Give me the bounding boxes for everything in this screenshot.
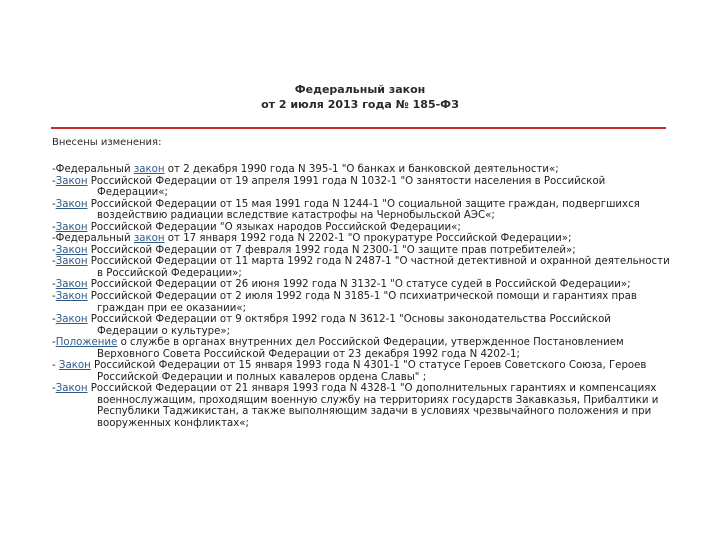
amendment-entry <box>52 256 672 279</box>
entry-text: Российской Федерации от 26 июня 1992 года N 3132-1 "О статусе судей в Российской Федерации»; <box>87 279 631 291</box>
law-link[interactable]: закон <box>133 233 165 245</box>
entry-prefix: - <box>52 314 56 326</box>
entry-prefix: - <box>52 221 56 233</box>
entry-prefix: - <box>52 256 56 268</box>
amendment-entry <box>52 360 672 383</box>
law-link[interactable]: Закон <box>55 279 88 291</box>
law-link[interactable]: Закон <box>55 314 88 326</box>
entry-prefix: - <box>52 383 56 395</box>
entry-text: Российской Федерации от 7 февраля 1992 года N 2300-1 "О защите прав потребителей»; <box>87 244 576 256</box>
entry-prefix: - <box>52 198 56 210</box>
left-margin <box>0 0 40 540</box>
entry-prefix: - <box>52 279 56 291</box>
entry-text: Российской Федерации от 15 января 1993 года N 4301-1 "О статусе Героев Советского Союза, Героев Российской Федерации и полных кавалеров ордена Славы" ; <box>90 360 650 383</box>
law-link[interactable]: Закон <box>55 198 88 210</box>
amendments-list <box>52 164 672 430</box>
entry-text: от 17 января 1992 года N 2202-1 "О прокуратуре Российской Федерации»; <box>164 233 572 245</box>
amendment-entry <box>52 291 672 314</box>
title-divider <box>51 127 666 129</box>
entry-prefix: - <box>52 337 56 349</box>
law-link[interactable]: Закон <box>55 291 88 303</box>
entry-text: Российской Федерации от 21 января 1993 года N 4328-1 "О дополнительных гарантиях и компенсациях военнослужащим, проходящим военную службу на территориях государств Закавказья, Прибалтики и Республики Таджикистан, а также выполняющим задачи в условиях чрезвычайного положения и при вооруженных конфликтах«; <box>87 383 662 430</box>
entry-text: Российской Федерации "О языках народов Российской Федерации«; <box>87 221 461 233</box>
amendment-entry <box>52 245 672 257</box>
amendment-entry <box>52 176 672 199</box>
entry-text: Российской Федерации от 11 марта 1992 года N 2487-1 "О частной детективной и охранной деятельности в Российской Федерации»; <box>87 256 673 279</box>
entry-prefix: - <box>52 291 56 303</box>
amendment-entry <box>52 337 672 360</box>
entry-prefix: -Федеральный <box>52 164 134 175</box>
amendment-entry <box>52 383 672 429</box>
law-link[interactable]: Закон <box>58 360 91 372</box>
amendments-label: Внесены изменения: <box>52 137 162 148</box>
entry-prefix: - <box>52 360 59 372</box>
entry-text: Российской Федерации от 9 октября 1992 года N 3612-1 "Основы законодательства Российской Федерации о культуре»; <box>87 314 615 337</box>
amendment-entry <box>52 164 672 176</box>
entry-text: Российской Федерации от 2 июля 1992 года N 3185-1 "О психиатрической помощи и гарантиях прав граждан при ее оказании«; <box>87 291 641 314</box>
amendment-entry <box>52 199 672 222</box>
law-link[interactable]: Закон <box>55 244 88 256</box>
entry-prefix: - <box>52 244 56 256</box>
amendment-entry <box>52 314 672 337</box>
amendment-entry <box>52 233 672 245</box>
law-link[interactable]: Положение <box>55 337 118 349</box>
entry-text: Российской Федерации от 15 мая 1991 года N 1244-1 "О социальной защите граждан, подвергшихся воздействию радиации вследствие катастрофы на Чернобыльской АЭС«; <box>87 198 644 222</box>
law-link[interactable]: закон <box>133 164 165 175</box>
title-line-1: Федеральный закон <box>294 83 426 96</box>
amendment-entry <box>52 222 672 234</box>
amendment-entry <box>52 279 672 291</box>
law-link[interactable]: Закон <box>55 256 88 268</box>
entry-text: Российской Федерации от 19 апреля 1991 года N 1032-1 "О занятости населения в Российской Федерации«; <box>87 175 609 199</box>
title-line-2: от 2 июля 2013 года № 185-ФЗ <box>261 98 459 111</box>
entry-text: от 2 декабря 1990 года N 395-1 "О банках и банковской деятельности«; <box>164 164 559 175</box>
entry-text: о службе в органах внутренних дел Российской Федерации, утвержденное Постановлением Верховного Совета Российской Федерации от 23 декабря 1992 года N 4202-1; <box>97 337 627 360</box>
entry-prefix: - <box>52 175 56 187</box>
entry-prefix: -Федеральный <box>52 233 134 245</box>
law-link[interactable]: Закон <box>55 383 88 395</box>
document-title <box>110 82 610 112</box>
law-link[interactable]: Закон <box>55 175 88 187</box>
law-link[interactable]: Закон <box>55 221 88 233</box>
